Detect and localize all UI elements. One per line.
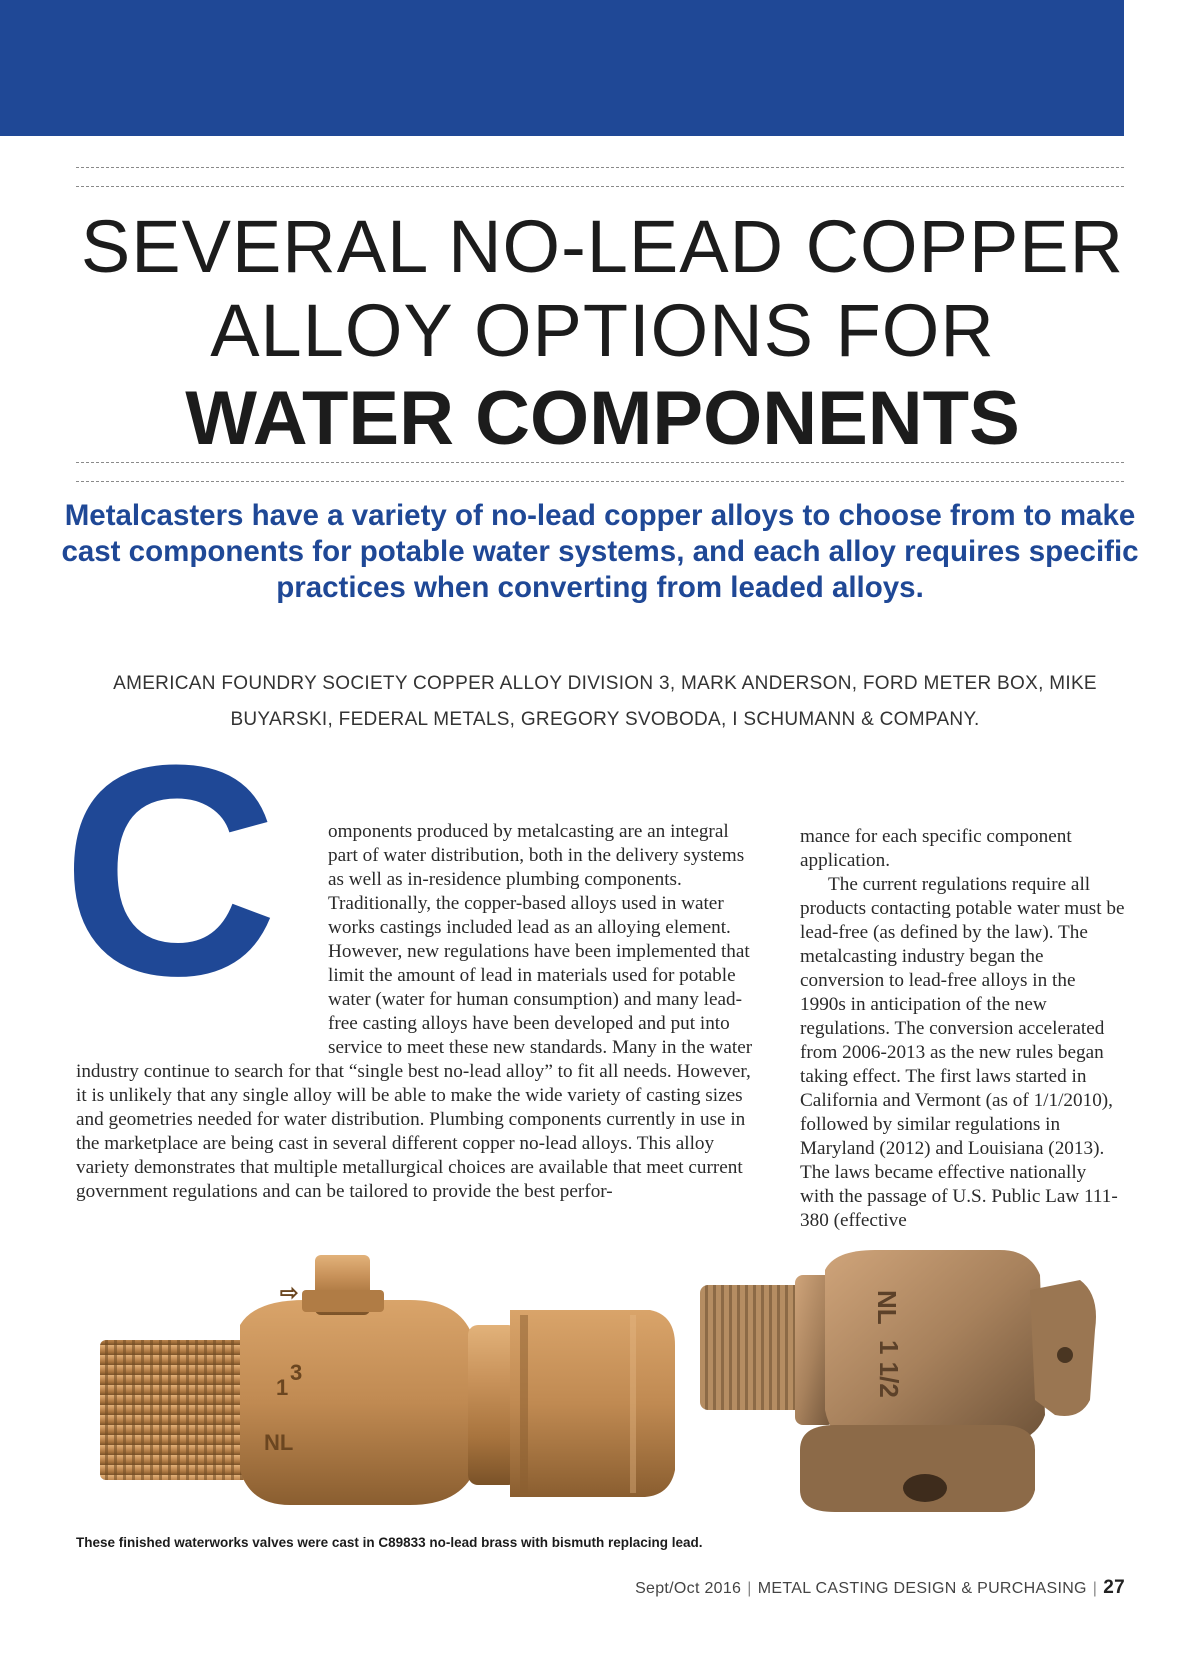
photo-right-valve bbox=[700, 1250, 1110, 1515]
footer-separator-1: | bbox=[747, 1580, 752, 1597]
footer-page-number: 27 bbox=[1103, 1577, 1125, 1598]
divider-top-1 bbox=[76, 167, 1124, 168]
headline-line-2: ALLOY OPTIONS FOR bbox=[210, 289, 995, 372]
photo-caption: These finished waterworks valves were cast in C89833 no-lead brass with bismuth replacing lead. bbox=[76, 1535, 703, 1550]
marking-nl: NL bbox=[264, 1430, 294, 1455]
footer-issue: Sept/Oct 2016 bbox=[635, 1580, 742, 1597]
body-column-1 bbox=[76, 820, 756, 1204]
marking-3: 3 bbox=[290, 1360, 303, 1385]
divider-mid-2 bbox=[76, 481, 1124, 482]
top-color-band bbox=[0, 0, 1124, 136]
headline-line-1: SEVERAL NO-LEAD COPPER bbox=[80, 205, 1125, 288]
body-column-1-text: omponents produced by metalcasting are an integral part of water distribution, both in the delivery systems as well as in-residence plumbing components. Traditionally, the copper-based alloys used in water works castings included lead as an alloying element. However, new regulations have been implemented that limit the amount of lead in materials used for potable water (water for human consumption) and many lead-free casting alloys have been developed and put into service to meet these new standards. Many in the water industry continue to search for that “single best no-lead alloy” to fit all needs. However, it is unlikely that any single alloy will be able to make the wide variety of casting sizes and geometries needed for water distribution. Plumbing components currently in use in the marketplace are being cast in several different copper no-lead alloys. This alloy variety demonstrates that multiple metallurgical choices are available that meet current government regulations and can be tailored to provide the best perfor- bbox=[76, 821, 753, 1202]
marking-1: 1 bbox=[276, 1375, 289, 1400]
dropcap-letter: C bbox=[61, 752, 279, 992]
footer-publication: METAL CASTING DESIGN & PURCHASING bbox=[757, 1580, 1087, 1597]
page-footer bbox=[635, 1577, 1125, 1599]
article-authors: AMERICAN FOUNDRY SOCIETY COPPER ALLOY DIVISION 3, MARK ANDERSON, FORD METER BOX, MIKE BUYARSKI, FEDERAL METALS, GREGORY SVOBODA, I SCHUMANN & COMPANY. bbox=[113, 673, 1097, 730]
body-column-2 bbox=[800, 825, 1125, 1233]
body-column-2-para-1: mance for each specific component application. bbox=[800, 826, 1072, 871]
headline-line-3: WATER COMPONENTS bbox=[185, 376, 1020, 461]
divider-mid-1 bbox=[76, 462, 1124, 463]
marking-nl-right: NL bbox=[872, 1290, 902, 1325]
article-deck: Metalcasters have a variety of no-lead copper alloys to choose from to make cast components for potable water systems, and each alloy requires specific practices when converting from leaded alloys. bbox=[61, 499, 1139, 604]
body-column-2-para-2: The current regulations require all products contacting potable water must be lead-free (as defined by the law). The metalcasting industry began the conversion to lead-free alloys in the 1990s in anticipation of the new regulations. The conversion accelerated from 2006-2013 as the new rules began taking effect. The first laws started in California and Vermont (as of 1/1/2010), followed by similar regulations in Maryland (2012) and Louisiana (2013). The laws became effective nationally with the passage of U.S. Public Law 111-380 (effective bbox=[800, 874, 1125, 1231]
photo-left-valve bbox=[90, 1255, 680, 1520]
divider-top-2 bbox=[76, 186, 1124, 187]
dropcap-spacer bbox=[76, 820, 328, 1038]
marking-size: 1 1/2 bbox=[874, 1340, 904, 1398]
footer-separator-2: | bbox=[1092, 1580, 1098, 1597]
article-headline bbox=[40, 205, 1165, 465]
marking-arrow: ⇨ bbox=[280, 1280, 299, 1305]
